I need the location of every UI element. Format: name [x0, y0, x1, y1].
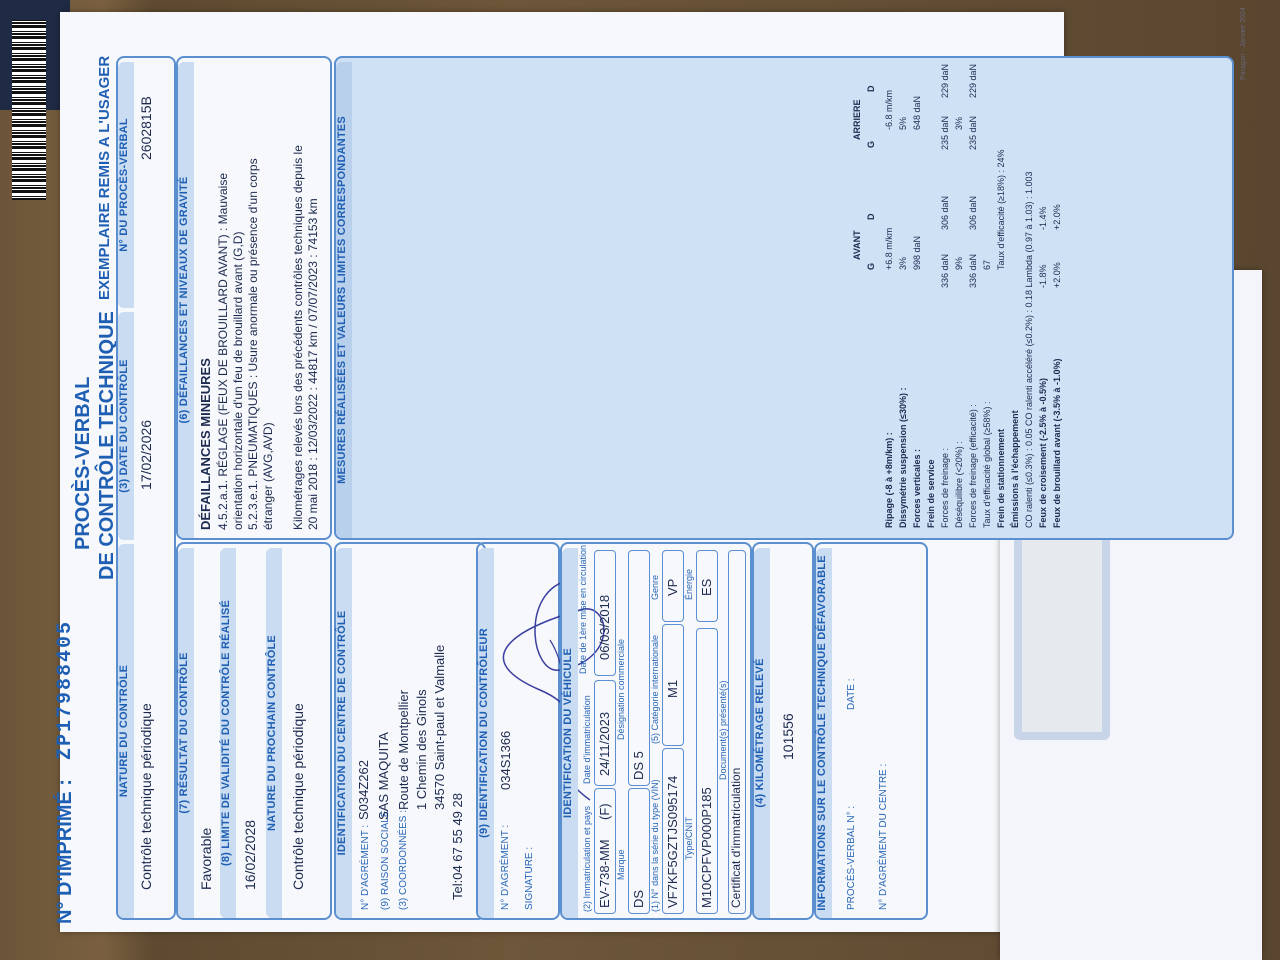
designation-label: Désignation commerciale [616, 638, 626, 740]
immat-label: (2) Immatriculation et pays [582, 805, 592, 912]
footer-tiny: Paragon - Janvier 2024 [1240, 7, 1247, 80]
defaillances-header: (6) DÉFAILLANCES ET NIVEAUX DE GRAVITÉ [178, 62, 194, 538]
mesure-avant-g: 336 daN [940, 253, 950, 288]
mesure-label: Ripage (-8 à +8m/km) : [884, 432, 894, 528]
date-circ-value: 06/03/2018 [597, 594, 612, 660]
defaillances-title: DÉFAILLANCES MINEURES [198, 358, 213, 530]
nature-header: NATURE DU CONTRÔLE [118, 544, 134, 918]
resultat-header: (7) RÉSULTAT DU CONTRÔLE [178, 548, 194, 918]
defavorable-agrement-label: N° D'AGRÉMENT DU CENTRE : [878, 763, 889, 910]
mesure-label: Forces verticales : [912, 448, 922, 528]
barcode [12, 20, 46, 200]
mesure-avant: 67 [982, 259, 992, 270]
defavorable-header: INFORMATIONS SUR LE CONTRÔLE TECHNIQUE DÉFAVORABLE [816, 548, 832, 918]
mesure-arriere: 3% [954, 116, 964, 130]
mesure-avant-g: +2.0% [1052, 262, 1062, 288]
centre-coord-line: 1 Chemin des Ginols [414, 689, 429, 810]
mesure-side-d: D [866, 213, 876, 220]
nature-value: Contrôle technique périodique [138, 703, 154, 890]
centre-raison-value: SAS MAQUITA [376, 732, 391, 820]
mesure-label: Feux de brouillard avant (-3.5% à -1.0%) [1052, 358, 1062, 528]
controleur-header: (9) IDENTIFICATION DU CONTRÔLEUR [478, 548, 494, 918]
signature-label: SIGNATURE : [524, 846, 535, 910]
mesures-header: MESURES RÉALISÉES ET VALEURS LIMITES CORRESPONDANTES [336, 62, 352, 538]
type-value: M10CPFVP000P185 [699, 787, 714, 908]
limite-value: 16/02/2028 [242, 819, 258, 890]
defaillance-line: 20 mai 2018 : 12/03/2022 : 44817 km / 07/07/2023 : 74153 km [306, 198, 320, 530]
mesure-arriere-g: 235 daN [968, 115, 978, 150]
mesure-avant-d: 306 daN [968, 195, 978, 230]
exemplaire-label: EXEMPLAIRE REMIS A L'USAGER [96, 55, 113, 300]
mesure-arriere: -6.8 m/km [884, 89, 894, 130]
mesure-side-g: G [866, 140, 876, 148]
marque-value: DS [631, 889, 646, 908]
vehicule-header: IDENTIFICATION DU VÉHICULE [562, 548, 578, 918]
date-controle-header: (3) DATE DU CONTRÔLE [118, 312, 134, 540]
defaillance-line: 5.2.3.e.1. PNEUMATIQUES : Usure anormale ou présence d'un corps [246, 158, 260, 530]
mesure-arriere: 5% [898, 116, 908, 130]
mesure-avant: 9% [954, 256, 964, 270]
centre-coord-label: (3) COORDONNÉES : [398, 809, 409, 910]
type-label: Type/CNIT [684, 816, 694, 860]
mesure-avant: Taux d'efficacité (≥18%) : 24% [996, 149, 1006, 270]
centre-raison-label: (9) RAISON SOCIALE [380, 810, 391, 910]
mesure-avant: +6.8 m/km [884, 227, 894, 270]
categorie-label: (5) Catégorie internationale [650, 634, 660, 744]
kilometrage-header: (4) KILOMÉTRAGE RELEVÉ [754, 548, 770, 918]
defavorable-pv-label: PROCÈS-VERBAL N° : [846, 805, 857, 910]
documents-value: Certificat d'immatriculation [729, 767, 743, 908]
mesure-avant-g: -1.8% [1038, 264, 1048, 288]
centre-coord-line: 34570 Saint-paul et Valmalle [432, 644, 447, 810]
vin-value: VF7KF5GZTJS095174 [665, 775, 680, 908]
controleur-agrement-label: N° D'AGRÉMENT : [500, 824, 511, 910]
categorie-value: M1 [665, 679, 680, 698]
prochain-header: NATURE DU PROCHAIN CONTRÔLE [266, 548, 282, 918]
mesure-label: Frein de stationnement [996, 428, 1006, 528]
mesure-arriere-d: 229 daN [968, 63, 978, 98]
genre-label: Genre [650, 574, 660, 600]
mesure-label: Frein de service [926, 459, 936, 528]
imprime-value: ZP17988405 [54, 619, 77, 760]
mesure-avant-d: 306 daN [940, 195, 950, 230]
mesure-label: Forces de freinage : [940, 447, 950, 528]
prochain-value: Contrôle technique périodique [290, 703, 306, 890]
energie-label: Énergie [684, 568, 694, 600]
limite-header: (8) LIMITE DE VALIDITÉ DU CONTRÔLE RÉALISÉ [220, 548, 236, 918]
energie-value: ES [699, 578, 714, 596]
mesure-side-d: D [866, 85, 876, 92]
marque-label: Marque [616, 849, 626, 880]
date-circ-label: Date de 1ère mise en circulation [578, 544, 588, 674]
mesure-label: Taux d'efficacité global (≥58%) : [982, 401, 992, 528]
arriere-label: ARRIERE [852, 99, 862, 140]
mesure-label: Déséquilibre (<20%) : [954, 441, 964, 528]
centre-coord-line: Tel:04 67 55 49 28 [450, 793, 465, 900]
resultat-value: Favorable [198, 827, 214, 890]
mesure-label: Émissions à l'échappement [1010, 410, 1020, 528]
mesure-label: CO ralenti (≤0.3%) : 0.05 CO ralenti accéléré (≤0.2%) : 0.18 Lambda (0.97 à 1.03) : 1.003 [1024, 171, 1034, 528]
mesure-arriere-g: 235 daN [940, 115, 950, 150]
documents-label: Document(s) présenté(s) [718, 680, 728, 780]
imprime-label: N° D'IMPRIMÉ : [54, 779, 76, 924]
defaillance-line: 4.5.2.a.1. RÉGLAGE (FEUX DE BROUILLARD AVANT) : Mauvaise [216, 172, 230, 530]
mesure-avant-g: 336 daN [968, 253, 978, 288]
date-immat-label: Date d'immatriculation [582, 695, 592, 784]
defaillance-line: Kilométrages relevés lors des précédents contrôles techniques depuis le [291, 145, 305, 530]
avant-label: AVANT [852, 230, 862, 260]
centre-coord-line: Route de Montpellier [396, 690, 411, 810]
mesures-box [334, 56, 1234, 540]
kilometrage-value: 101556 [780, 713, 796, 760]
centre-agrement-label: N° D'AGRÉMENT : [360, 824, 371, 910]
num-pv-value: 2602815B [138, 96, 154, 160]
title-line2: DE CONTRÔLE TECHNIQUE [96, 311, 118, 580]
mesure-label: Feux de croisement (-2.5% à -0.5%) [1038, 377, 1048, 528]
mesure-label: Dissymétrie suspension (≤30%) : [898, 387, 908, 528]
date-immat-value: 24/11/2023 [597, 711, 612, 776]
mesure-avant-d: +2.0% [1052, 204, 1062, 230]
genre-value: VP [665, 578, 680, 596]
pays-value: (F) [597, 803, 612, 820]
centre-agrement-value: S034Z262 [356, 760, 371, 820]
mesure-arriere: 648 daN [912, 95, 922, 130]
mesure-avant: 998 daN [912, 235, 922, 270]
defaillance-line: étranger (AVG,AVD) [261, 422, 275, 530]
controleur-agrement-value: 034S1366 [498, 730, 513, 790]
centre-header: IDENTIFICATION DU CENTRE DE CONTRÔLE [336, 548, 352, 918]
vin-label: (1) N° dans la série du type (VIN) [650, 779, 660, 912]
mesure-avant-d: -1.4% [1038, 206, 1048, 230]
date-controle-value: 17/02/2026 [138, 419, 154, 490]
mesure-arriere-d: 229 daN [940, 63, 950, 98]
title-line1: PROCÈS-VERBAL [72, 376, 94, 550]
defaillance-line: orientation horizontale d'un feu de brouillard avant (G,D) [231, 231, 245, 530]
mesure-side-g: G [866, 262, 876, 270]
immat-value: EV-738-MM [597, 839, 612, 908]
num-pv-header: N° DU PROCÈS-VERBAL [118, 62, 134, 308]
mesure-avant: 3% [898, 256, 908, 270]
designation-value: DS 5 [631, 751, 646, 780]
mesure-label: Forces de freinage (efficacité) : [968, 404, 978, 528]
window-cutout [1014, 519, 1110, 740]
defavorable-date-label: DATE : [846, 678, 857, 710]
